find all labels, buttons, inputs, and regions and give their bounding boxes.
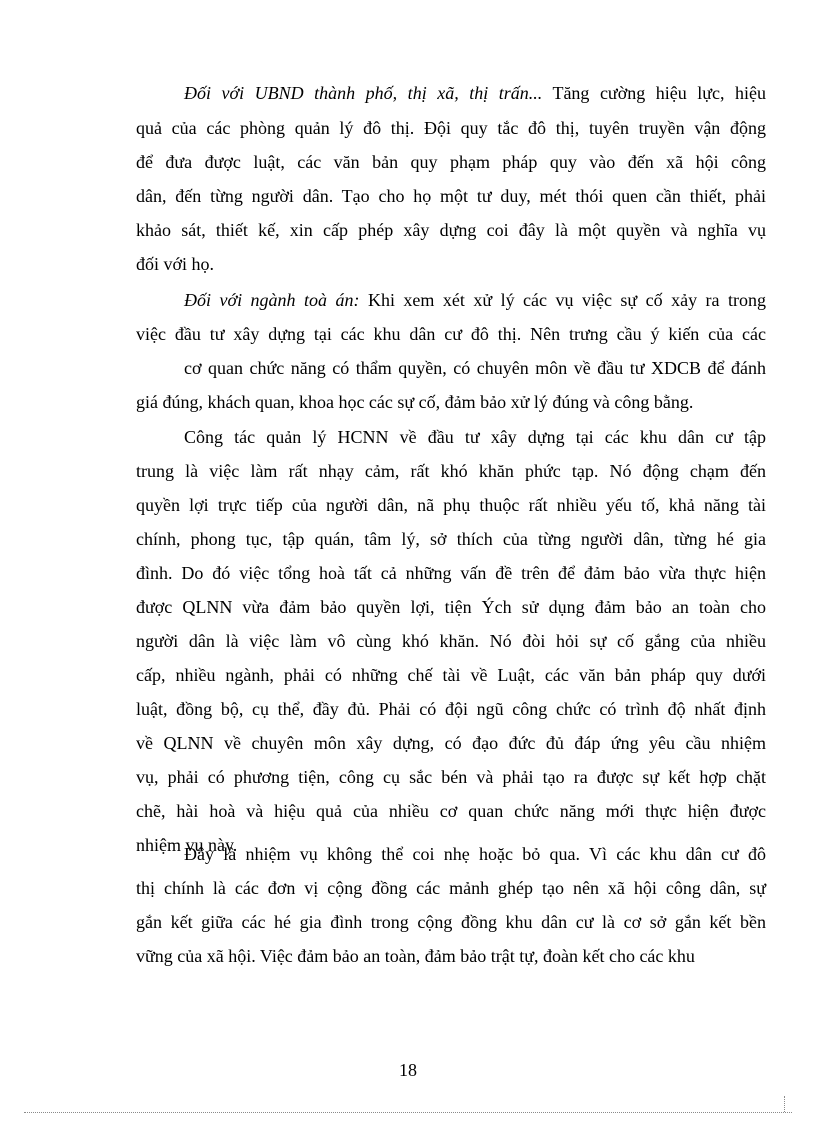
text-line [136, 322, 766, 346]
line-text: dân, đến từng người dân. Tạo cho họ một tư duy, mét thói quen cần thiết, phải [136, 186, 766, 206]
text-line [184, 288, 766, 312]
text-line [136, 910, 766, 934]
line-text: Khi xem xét xử lý các vụ việc sự cố xảy ra trong [359, 290, 767, 310]
page-corner-mark [784, 1096, 785, 1112]
line-text: vụ, phải có phương tiện, công cụ sắc bén và phải tạo ra được sự kết hợp chặt [136, 767, 766, 787]
italic-lead-in: Đối với ngành toà án: [184, 290, 360, 310]
italic-lead-in: Đối với UBND thành phố, thị xã, thị trấn... [184, 83, 543, 103]
line-text: cấp, nhiều ngành, phải có những chế tài về Luật, các văn bản pháp quy dưới [136, 665, 766, 685]
line-text: thị chính là các đơn vị cộng đồng các mảnh ghép tạo nên xã hội công dân, sự [136, 878, 766, 898]
line-text: đình. Do đó việc tổng hoà tất cả những vấn đề trên để đảm bảo vừa thực hiện [136, 563, 766, 583]
text-line [136, 459, 766, 483]
text-line [136, 116, 766, 140]
text-line [136, 876, 766, 900]
line-text: quả của các phòng quản lý đô thị. Đội quy tắc đô thị, tuyên truyền vận động [136, 118, 766, 138]
text-line [184, 356, 766, 380]
text-line [136, 765, 766, 789]
text-line [136, 944, 695, 968]
line-text: giá đúng, khách quan, khoa học các sự cố, đảm bảo xử lý đúng và công bằng. [136, 392, 694, 412]
text-line [136, 493, 766, 517]
text-line [136, 799, 766, 823]
line-text: chính, phong tục, tập quán, tâm lý, sở thích của từng người dân, từng hé gia [136, 529, 766, 549]
text-line [136, 629, 766, 653]
line-text: Đây là nhiệm vụ không thể coi nhẹ hoặc bỏ qua. Vì các khu dân cư đô [184, 844, 766, 864]
line-text: vững của xã hội. Việc đảm bảo an toàn, đảm bảo trật tự, đoàn kết cho các khu [136, 946, 695, 966]
line-text: chẽ, hài hoà và hiệu quả của nhiều cơ quan chức năng mới thực hiện được [136, 801, 766, 821]
text-line [136, 150, 766, 174]
line-text: quyền lợi trực tiếp của người dân, nã phụ thuộc rất nhiều yếu tố, khả năng tài [136, 495, 766, 515]
line-text: luật, đồng bộ, cụ thể, đầy đủ. Phải có đội ngũ công chức có trình độ nhất định [136, 699, 766, 719]
line-text: về QLNN về chuyên môn xây dựng, có đạo đức đủ đáp ứng yêu cầu nhiệm [136, 733, 766, 753]
text-line [136, 697, 766, 721]
text-line [184, 81, 766, 105]
line-text: trung là việc làm rất nhạy cảm, rất khó khăn phức tạp. Nó động chạm đến [136, 461, 766, 481]
line-text: đối với họ. [136, 254, 215, 274]
page-number: 18 [399, 1060, 417, 1080]
text-line [136, 390, 693, 414]
page-bottom-border [24, 1112, 792, 1113]
text-line [184, 842, 766, 866]
line-text: Tăng cường hiệu lực, hiệu [542, 83, 766, 103]
line-text: Công tác quản lý HCNN về đầu tư xây dựng tại các khu dân cư tập [184, 427, 766, 447]
text-line [136, 731, 766, 755]
text-line [136, 561, 766, 585]
text-line [136, 184, 766, 208]
text-line [136, 663, 766, 687]
text-line [136, 527, 766, 551]
line-text: việc đầu tư xây dựng tại các khu dân cư đô thị. Nên trưng cầu ý kiến của các [136, 324, 766, 344]
line-text: khảo sát, thiết kế, xin cấp phép xây dựng coi đây là một quyền và nghĩa vụ [136, 220, 766, 240]
line-text: được QLNN vừa đảm bảo quyền lợi, tiện Ých sử dụng đảm bảo an toàn cho [136, 597, 766, 617]
text-line [136, 218, 766, 242]
line-text: nhiệm vụ này. [136, 835, 238, 855]
text-line [136, 252, 214, 276]
line-text: cơ quan chức năng có thẩm quyền, có chuyên môn về đầu tư XDCB để đánh [184, 358, 766, 378]
line-text: người dân là việc làm vô cùng khó khăn. Nó đòi hỏi sự cố gắng của nhiều [136, 631, 766, 651]
line-text: gắn kết giữa các hé gia đình trong cộng đồng khu dân cư là cơ sở gắn kết bền [136, 912, 766, 932]
text-line [184, 425, 766, 449]
text-line [136, 595, 766, 619]
line-text: để đưa được luật, các văn bản quy phạm pháp quy vào đến xã hội công [136, 152, 766, 172]
